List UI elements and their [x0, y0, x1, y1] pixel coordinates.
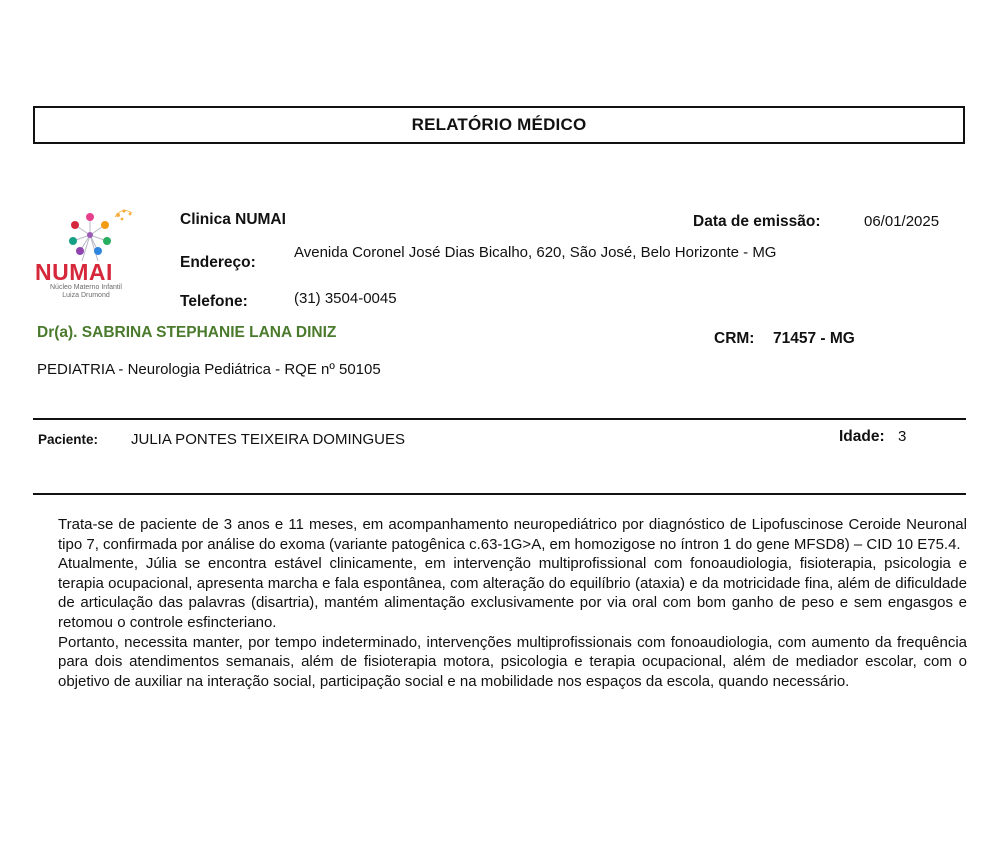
issue-date-value: 06/01/2025: [864, 213, 940, 230]
doctor-name: Dr(a). SABRINA STEPHANIE LANA DINIZ: [37, 324, 337, 341]
logo-subtitle-line2: Luiza Drumond: [62, 292, 110, 299]
logo-subtitle: [30, 284, 142, 300]
phone-label: Telefone:: [180, 293, 248, 310]
divider-bottom: [33, 493, 966, 495]
address-label: Endereço:: [180, 254, 256, 271]
report-paragraph: Atualmente, Júlia se encontra estável clinicamente, em intervenção multiprofissional com fonoaudiologia, fisioterapia, psicologia e terapia ocupacional, apresenta marcha e fala espontânea, com alteração do equilíbrio (ataxia) e da motricidade fina, além de dificuldade de articulação das palavras (disartria), mantém alimentação exclusivamente por via oral com bom ganho de peso e sem engasgos e retomou o controle esfincteriano.: [58, 555, 967, 631]
crm-label: CRM:: [714, 330, 755, 347]
report-paragraph: Trata-se de paciente de 3 anos e 11 meses, em acompanhamento neuropediátrico por diagnóstico de Lipofuscinose Ceroide Neuronal tipo 7, confirmada por análise do exoma (variante patogênica c.63-1G>A, em homozigose no íntron 1 do gene MFSD8) – CID 10 E75.4.: [58, 516, 967, 553]
doctor-specialty: PEDIATRIA - Neurologia Pediátrica - RQE nº 50105: [37, 361, 381, 378]
divider-top: [33, 418, 966, 420]
crm-value: 71457 - MG: [773, 330, 855, 347]
report-title: RELATÓRIO MÉDICO: [33, 106, 965, 144]
age-label: Idade:: [839, 428, 885, 445]
clinic-name: Clinica NUMAI: [180, 211, 286, 228]
patient-label: Paciente:: [38, 432, 99, 447]
clinic-logo: [30, 205, 140, 300]
logo-subtitle-line1: Núcleo Materno Infantil: [50, 284, 122, 291]
address-value: Avenida Coronel José Dias Bicalho, 620, São José, Belo Horizonte - MG: [294, 244, 777, 261]
issue-date-label: Data de emissão:: [693, 213, 821, 230]
patient-name: JULIA PONTES TEIXEIRA DOMINGUES: [131, 431, 405, 448]
report-paragraph: Portanto, necessita manter, por tempo indeterminado, intervenções multiprofissionais com fonoaudiologia, com aumento da frequência para dois atendimentos semanais, além de fisioterapia motora, psicologia e terapia ocupacional, além de mediador escolar, com o objetivo de auxiliar na interação social, participação social e na mobilidade nos espaços da escola, quando necessário.: [58, 633, 967, 690]
age-value: 3: [898, 428, 907, 445]
ferris-wheel-logo-icon: [60, 205, 140, 263]
logo-wordmark: NUMAI: [35, 259, 113, 285]
phone-value: (31) 3504-0045: [294, 290, 397, 307]
report-body: [58, 515, 967, 691]
